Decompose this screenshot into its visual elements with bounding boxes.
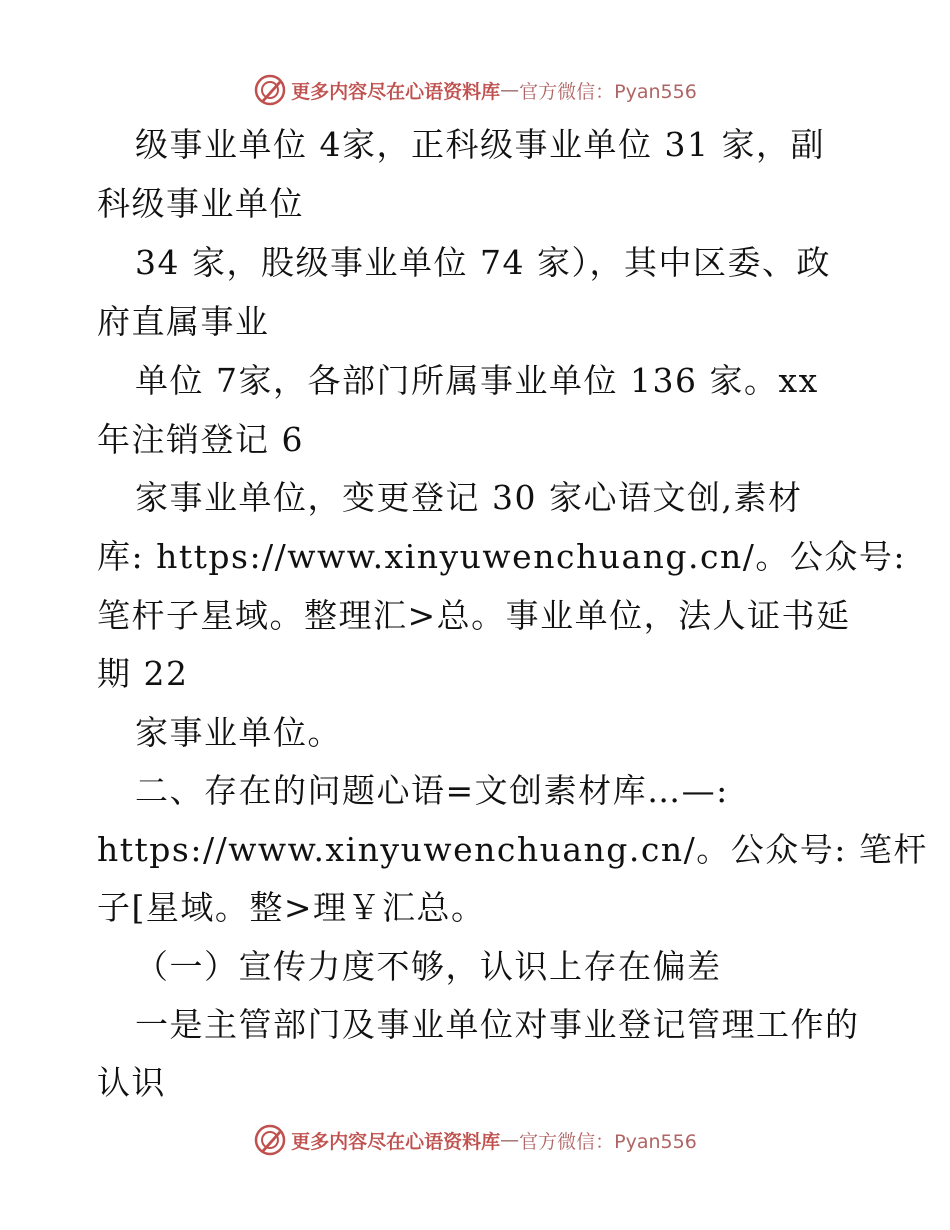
- banner-separator: —: [500, 1129, 520, 1151]
- text-line: 一是主管部门及事业单位对事业登记管理工作的: [135, 1005, 860, 1044]
- text-line: 二、存在的问题心语=文创素材库…—:: [135, 771, 729, 810]
- text-line: 34 家，股级事业单位 74 家），其中区委、政: [135, 243, 831, 282]
- text-line: 库: https://www.xinyuwenchuang.cn/。公众号:: [97, 537, 906, 576]
- text-line: 科级事业单位: [97, 184, 304, 223]
- text-line: 子[星域。整>理￥汇总。: [97, 888, 486, 927]
- section-heading: （一）宣传力度不够，认识上存在偏差: [135, 947, 722, 986]
- text-line: 期 22: [97, 654, 189, 693]
- text-line: 笔杆子星域。整理汇>总。事业单位，法人证书延: [97, 596, 851, 635]
- footer-banner: [0, 1120, 950, 1160]
- text-line: https://www.xinyuwenchuang.cn/。公众号: 笔杆: [97, 830, 928, 869]
- text-line: 府直属事业: [97, 302, 270, 341]
- text-line: 认识: [97, 1063, 166, 1102]
- header-banner: [0, 70, 950, 110]
- banner-wechat-text: 官方微信：Pyan556: [519, 80, 697, 103]
- banner-promo-text: 更多内容尽在心语资料库: [291, 1130, 501, 1153]
- text-line: 家事业单位。: [135, 713, 342, 752]
- text-line: 单位 7家，各部门所属事业单位 136 家。xx: [135, 361, 819, 400]
- logo-icon: [253, 73, 287, 107]
- banner-wechat-text: 官方微信：Pyan556: [519, 1130, 697, 1153]
- text-line: 家事业单位，变更登记 30 家心语文创,素材: [135, 478, 803, 517]
- banner-promo-text: 更多内容尽在心语资料库: [291, 80, 501, 103]
- banner-separator: —: [500, 79, 520, 101]
- text-line: 年注销登记 6: [97, 420, 304, 459]
- logo-icon: [253, 1123, 287, 1157]
- text-line: 级事业单位 4家，正科级事业单位 31 家，副: [135, 125, 825, 164]
